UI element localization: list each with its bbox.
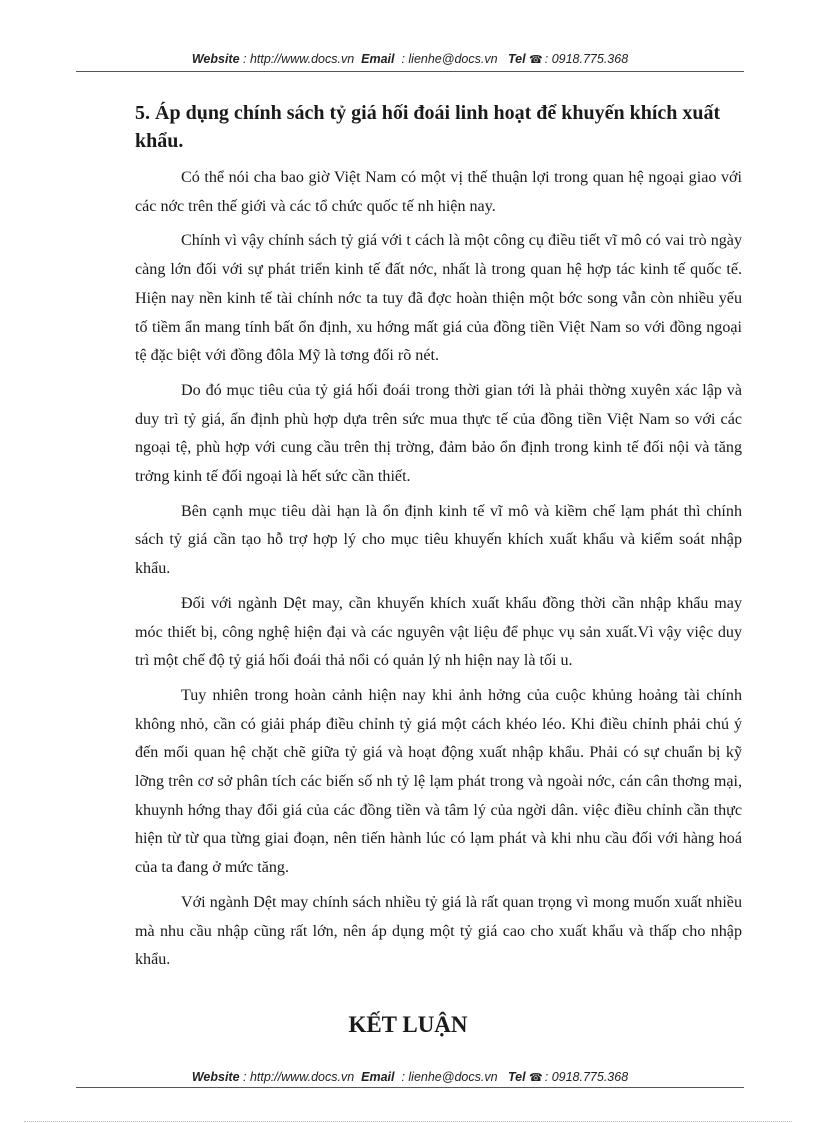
paragraph: Với ngành Dệt may chính sách nhiều tỷ giá là rất quan trọng vì mong muốn xuất nhiều mà nhu cầu nhập cũng rất lớn, nên áp dụng một tỷ giá cao cho xuất khẩu và thấp cho nhập khẩu. <box>135 893 742 969</box>
website-value: : http://www.docs.vn <box>243 52 355 66</box>
tel-value: : 0918.775.368 <box>544 52 629 66</box>
phone-icon: ☎ <box>529 54 543 66</box>
website-label: Website <box>191 1070 240 1084</box>
phone-icon: ☎ <box>529 1072 543 1084</box>
section-heading: 5. Áp dụng chính sách tỷ giá hối đoái linh hoạt để khuyến khích xuất khẩu. <box>135 102 721 152</box>
paragraph: Do đó mục tiêu của tỷ giá hối đoái trong thời gian tới là phải thờng xuyên xác lập và duy trì tỷ giá, ấn định phù hợp dựa trên sức mua thực tế của đồng tiền Việt Nam so với các ngoại tệ, phù hợp với cung cầu trên thị trờng, đảm bảo ổn định trong kinh tế đối nội và tăng trởng kinh tế đối ngoại là hết sức cần thiết. <box>135 381 742 486</box>
footer-rule <box>76 1087 744 1088</box>
tel-label: Tel <box>507 52 526 66</box>
paragraph: Chính vì vậy chính sách tỷ giá với t cách là một công cụ điều tiết vĩ mô có vai trò ngày càng lớn đối với sự phát triển kinh tế đất nớc, nhất là trong quan hệ hợp tác kinh tế quốc tế. Hiện nay nền kinh tế tài chính nớc ta tuy đã đợc hoàn thiện một bớc song vẫn còn nhiều yếu tố tiềm ẩn mang tính bất ổn định, xu hớng mất giá của đồng tiền Việt Nam so với đồng ngoại tệ đặc biệt với đồng đôla Mỹ là tơng đối rõ nét. <box>135 232 742 365</box>
conclusion-heading: KẾT LUẬN <box>348 1012 468 1037</box>
paragraph: Đối với ngành Dệt may, cần khuyến khích xuất khẩu đồng thời cần nhập khẩu may móc thiết bị, công nghệ hiện đại và các nguyên vật liệu để phục vụ sản xuất.Vì vậy việc duy trì một chế độ tỷ giá hối đoái thả nổi có quản lý nh hiện nay là tối u. <box>135 594 742 670</box>
email-value: : lienhe@docs.vn <box>401 1070 498 1084</box>
header-rule <box>76 71 744 72</box>
paragraph: Tuy nhiên trong hoàn cảnh hiện nay khi ảnh hởng của cuộc khủng hoảng tài chính không nhỏ, cần có giải pháp điều chỉnh tỷ giá một cách khéo léo. Khi điều chỉnh phải chú ý đến mối quan hệ chặt chẽ giữa tỷ giá và hoạt động xuất nhập khẩu. Phải có sự chuẩn bị kỹ lỡng trên cơ sở phân tích các biến số nh tỷ lệ lạm phát trong và ngoài nớc, cán cân thơng mại, khuynh hớng thay đổi giá của các đồng tiền và tâm lý của ngời dân. việc điều chỉnh cần thực hiện từ từ qua từng giai đoạn, nên tiến hành lúc có lạm phát và khi nhu cầu đối với hàng hoá của ta đang ở mức tăng. <box>135 686 742 877</box>
page-footer <box>76 1070 744 1084</box>
tel-label: Tel <box>507 1070 526 1084</box>
tel-value: : 0918.775.368 <box>544 1070 629 1084</box>
website-label: Website <box>191 52 240 66</box>
email-label: Email <box>361 52 395 66</box>
email-label: Email <box>361 1070 395 1084</box>
paragraph: Bên cạnh mục tiêu dài hạn là ổn định kinh tế vĩ mô và kiềm chế lạm phát thì chính sách tỷ giá cần tạo hỗ trợ hợp lý cho mục tiêu khuyến khích xuất khẩu và kiểm soát nhập khẩu. <box>135 502 742 578</box>
website-value: : http://www.docs.vn <box>243 1070 355 1084</box>
body-text <box>135 164 742 981</box>
paragraph: Có thể nói cha bao giờ Việt Nam có một vị thế thuận lợi trong quan hệ ngoại giao với các nớc trên thế giới và các tổ chức quốc tế nh hiện nay. <box>135 169 742 215</box>
email-value: : lienhe@docs.vn <box>401 52 498 66</box>
page-header <box>76 52 744 66</box>
page-edge <box>24 1121 792 1122</box>
